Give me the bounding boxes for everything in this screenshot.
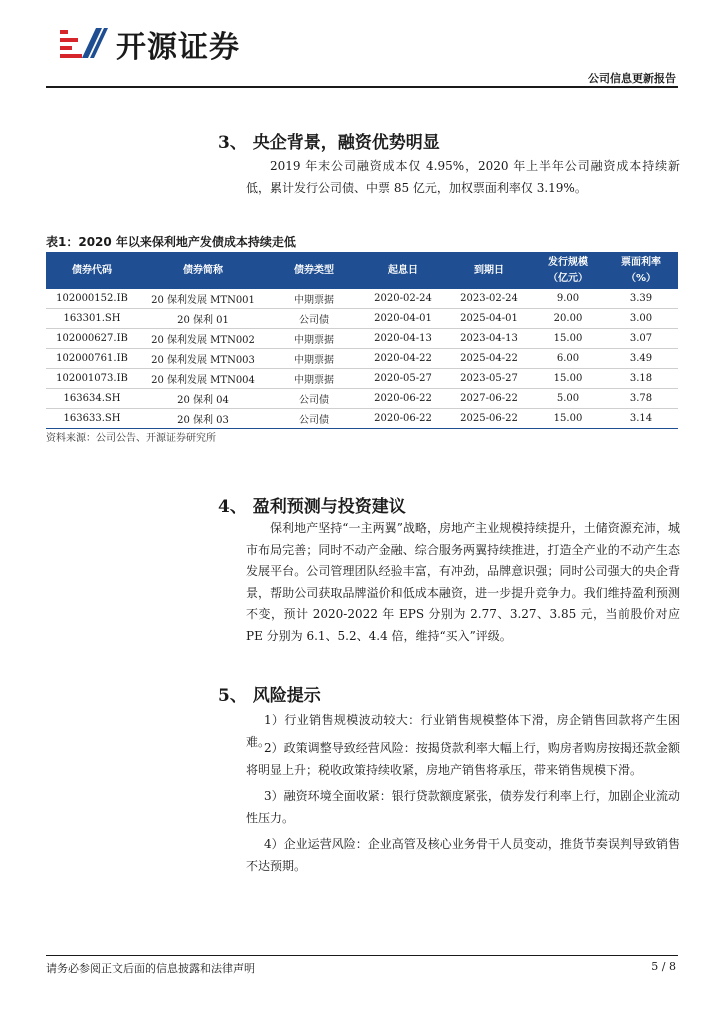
table-cell: 2020-05-27 bbox=[360, 369, 446, 389]
table-row bbox=[46, 389, 678, 409]
logo-mark-icon bbox=[58, 24, 110, 64]
table-cell: 6.00 bbox=[532, 349, 604, 369]
col-header-rate-line1: 票面利率 bbox=[621, 256, 661, 268]
table-cell: 3.78 bbox=[604, 389, 678, 409]
table-cell: 公司债 bbox=[268, 309, 360, 329]
table-cell: 3.18 bbox=[604, 369, 678, 389]
section-5-title: 5、 风险提示 bbox=[218, 686, 321, 706]
col-header-name: 债券简称 bbox=[138, 252, 268, 289]
table-cell: 2020-04-13 bbox=[360, 329, 446, 349]
footer-disclaimer: 请务必参阅正文后面的信息披露和法律声明 bbox=[46, 962, 255, 975]
table-cell: 20 保利 03 bbox=[138, 409, 268, 429]
table-cell: 2020-04-01 bbox=[360, 309, 446, 329]
col-header-code: 债券代码 bbox=[46, 252, 138, 289]
table-cell: 9.00 bbox=[532, 289, 604, 309]
table-cell: 中期票据 bbox=[268, 349, 360, 369]
table-cell: 3.07 bbox=[604, 329, 678, 349]
risk-item: 4）企业运营风险：企业高管及核心业务骨干人员变动，推货节奏误判导致销售不达预期。 bbox=[246, 837, 680, 873]
table-cell: 20 保利发展 MTN003 bbox=[138, 349, 268, 369]
table-cell: 20 保利 04 bbox=[138, 389, 268, 409]
table-cell: 2025-04-01 bbox=[446, 309, 532, 329]
table-cell: 2023-02-24 bbox=[446, 289, 532, 309]
table-cell: 163633.SH bbox=[46, 409, 138, 429]
table-cell: 公司债 bbox=[268, 389, 360, 409]
table-cell: 2020-06-22 bbox=[360, 389, 446, 409]
section-3-title: 3、 央企背景，融资优势明显 bbox=[218, 133, 440, 153]
table-cell: 2023-04-13 bbox=[446, 329, 532, 349]
risk-item: 1）行业销售规模波动较大：行业销售规模整体下滑，房企销售回款将产生困难。 bbox=[246, 713, 680, 749]
table-cell: 2020-06-22 bbox=[360, 409, 446, 429]
table-row bbox=[46, 409, 678, 429]
table-cell: 15.00 bbox=[532, 369, 604, 389]
col-header-scale bbox=[532, 252, 604, 289]
table-cell: 2025-06-22 bbox=[446, 409, 532, 429]
table-row bbox=[46, 369, 678, 389]
table-cell: 15.00 bbox=[532, 329, 604, 349]
table-cell: 2025-04-22 bbox=[446, 349, 532, 369]
table-cell: 102000627.IB bbox=[46, 329, 138, 349]
bond-issuance-table bbox=[46, 252, 678, 429]
table-cell: 20 保利发展 MTN002 bbox=[138, 329, 268, 349]
logo-text: 开源证券 bbox=[116, 30, 240, 65]
risk-item: 2）政策调整导致经营风险：按揭贷款利率大幅上行，购房者购房按揭还款金额将明显上升；税收政策持续收紧，房地产销售将承压，带来销售规模下滑。 bbox=[246, 741, 680, 777]
page-number: 5 / 8 bbox=[651, 960, 676, 973]
table-cell: 3.14 bbox=[604, 409, 678, 429]
col-header-scale-line1: 发行规模 bbox=[548, 256, 588, 268]
table-row bbox=[46, 309, 678, 329]
table-cell: 中期票据 bbox=[268, 329, 360, 349]
table-cell: 2023-05-27 bbox=[446, 369, 532, 389]
table-cell: 3.39 bbox=[604, 289, 678, 309]
table-row bbox=[46, 349, 678, 369]
table-cell: 中期票据 bbox=[268, 289, 360, 309]
col-header-scale-line2: （亿元） bbox=[548, 272, 588, 284]
table-body bbox=[46, 289, 678, 429]
report-type-label: 公司信息更新报告 bbox=[588, 72, 676, 85]
table-row bbox=[46, 289, 678, 309]
table-cell: 20 保利发展 MTN001 bbox=[138, 289, 268, 309]
table-cell: 20 保利发展 MTN004 bbox=[138, 369, 268, 389]
table-cell: 2020-04-22 bbox=[360, 349, 446, 369]
table-cell: 163634.SH bbox=[46, 389, 138, 409]
section-3-paragraph: 2019 年末公司融资成本仅 4.95%，2020 年上半年公司融资成本持续新低，累计发行公司债、中票 85 亿元，加权票面利率仅 3.19%。 bbox=[246, 159, 680, 195]
table-cell: 3.49 bbox=[604, 349, 678, 369]
section-4-title: 4、 盈利预测与投资建议 bbox=[218, 497, 406, 517]
table-source: 资料来源：公司公告、开源证券研究所 bbox=[46, 433, 216, 444]
table-cell: 102001073.IB bbox=[46, 369, 138, 389]
table-cell: 20 保利 01 bbox=[138, 309, 268, 329]
table-cell: 2020-02-24 bbox=[360, 289, 446, 309]
table-cell: 15.00 bbox=[532, 409, 604, 429]
col-header-rate-line2: （%） bbox=[625, 272, 657, 284]
table-cell: 102000761.IB bbox=[46, 349, 138, 369]
header-divider bbox=[46, 86, 678, 88]
col-header-start: 起息日 bbox=[360, 252, 446, 289]
section-4-paragraph: 保利地产坚持“一主两翼”战略，房地产主业规模持续提升，土储资源充沛，城市布局完善；同时不动产金融、综合服务两翼持续推进，打造全产业的不动产生态发展平台。公司管理团队经验丰富，有冲劲，品牌意识强；同时公司强大的央企背景，帮助公司获取品牌溢价和低成本融资，进一步提升竞争力。我们维持盈利预测不变，预计 2020-2022 年 EPS 分别为 2.77、3.27、3.85 元，当前股价对应 PE 分别为 6.1、5.2、4.4 倍，维持“买入”评级。 bbox=[246, 521, 680, 643]
table-cell: 20.00 bbox=[532, 309, 604, 329]
table-cell: 2027-06-22 bbox=[446, 389, 532, 409]
table-caption: 表1：2020 年以来保利地产发债成本持续走低 bbox=[46, 235, 296, 249]
brand-logo bbox=[58, 22, 240, 66]
footer-divider bbox=[46, 955, 678, 956]
col-header-rate bbox=[604, 252, 678, 289]
table-cell: 中期票据 bbox=[268, 369, 360, 389]
col-header-maturity: 到期日 bbox=[446, 252, 532, 289]
table-header-row bbox=[46, 252, 678, 289]
table-row bbox=[46, 329, 678, 349]
table-cell: 163301.SH bbox=[46, 309, 138, 329]
risk-item: 3）融资环境全面收紧：银行贷款额度紧张，债券发行利率上行，加剧企业流动性压力。 bbox=[246, 789, 680, 825]
table-cell: 102000152.IB bbox=[46, 289, 138, 309]
table-cell: 3.00 bbox=[604, 309, 678, 329]
table-cell: 公司债 bbox=[268, 409, 360, 429]
col-header-type: 债券类型 bbox=[268, 252, 360, 289]
table-cell: 5.00 bbox=[532, 389, 604, 409]
